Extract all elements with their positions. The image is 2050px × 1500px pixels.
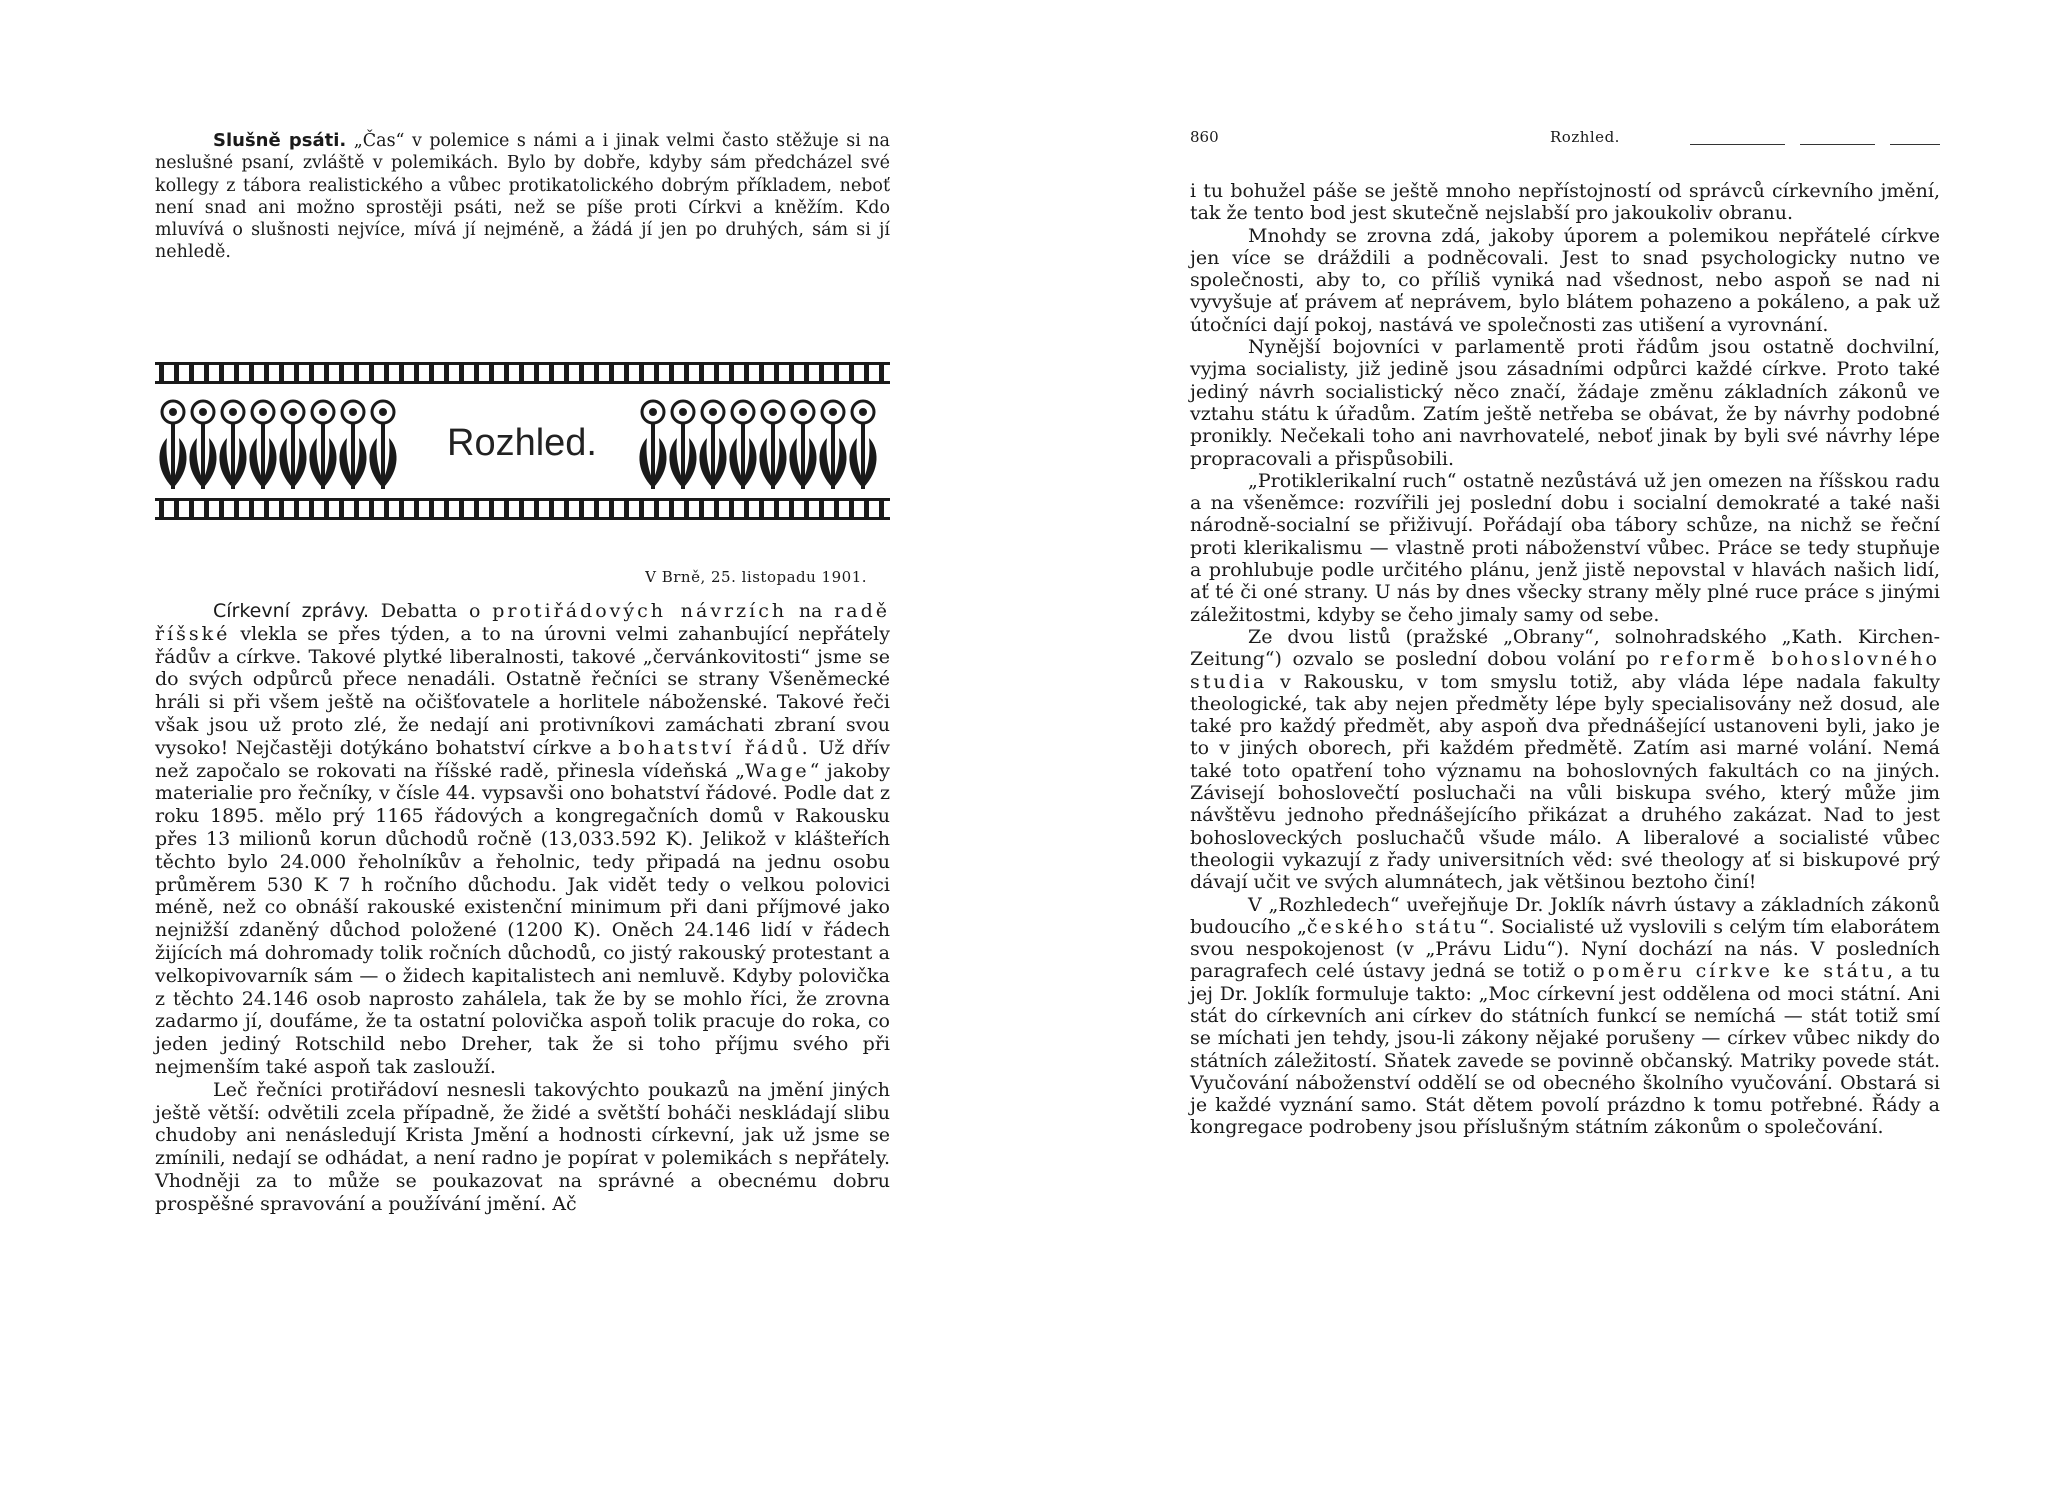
spaced-emphasis: reformě bohoslovného studia (1190, 648, 1940, 693)
running-title: Rozhled. (1550, 128, 1620, 146)
text-run: v Rakousku, v tom smyslu totiž, aby vláda lépe nadala fakulty theologické, tak aby nejen předměty lépe byly specialisovány než dosud, ale také pro každý předmět, aby aspoň dva přednášející ustanoveni byli, jako je to v jiných oborech, při každém předmětě. Zatím asi marné volání. Nemá také toto opatření toho významu na bohoslovných fakultách co na jiných. Závisejí bohoslovečtí posluchači na vůli biskupa svého, který může jim návštěvu jednoho přednášejícího přikázat a druhého zakázat. Nad to jest bohosloveckých posluchačů všude málo. A liberalové a socialisté vůbec theologii vykazují z řady universitních věd: své theology ať si biskupové prý dávají učit ve svých alumnátech, jak většinou beztoho činí! (1190, 670, 1940, 894)
paragraph: Nynější bojovníci v parlamentě proti řádům jsou ostatně dochvilní, vyjma socialisty, již jedině jsou zásadními odpůrci každé církve. Proto také jediný návrh socialistický něco značí, žádaje změnu základních zákonů ve vztahu státu k úřadům. Zatím ještě netřeba se obávat, že by návrhy podobné pronikly. Nečekali toho ani navrhovatelé, neboť jinak by byli své návrhy lépe propracovali a přispůsobili. (1190, 336, 1940, 470)
lead-text: „Čas“ v polemice s námi a i jinak velmi často stěžuje si na neslušné psaní, zvláště v polemikách. Bylo by dobře, kdyby sám předcházel své kollegy z tábora realistického a vůbec protikatolického dobrým příkladem, neboť není snad ani možno sprostěji psáti, než se píše proti Církvi a kněžím. Kdo mluvívá o slušnosti nejvíce, mívá jí nejméně, a žádá jí jen po druhých, sám si jí nehledě. (155, 131, 890, 263)
church-news-section (155, 600, 890, 1216)
text-run: V „Rozhledech“ uveřejňuje Dr. Joklík návrh ústavy a základních zákonů budoucího „ (1190, 893, 1940, 938)
paragraph (1190, 626, 1940, 894)
dateline: V Brně, 25. listopadu 1901. (645, 568, 867, 586)
paragraph: Leč řečníci protiřádoví nesnesli takovýchto poukazů na jmění jiných ještě větší: odvětili zcela případně, že židé a světští boháči neskládají slibu chudoby ani nenásledují Krista Jmění a hodnosti církevní, jak už jsme se zmínili, nedají se odhádat, a není radno je popírat v polemikách s nepřátely. Vhodněji za to může se poukazovat na správné a obecnému dobru prospěšné spravování a používání jmění. Ač (155, 1078, 890, 1215)
lead-section (155, 130, 890, 264)
page-number: 860 (1190, 128, 1219, 146)
text-run: Ze dvou listů (pražské „Obrany“, solnohradského „Kath. Kirchen-Zeitung“) ozvalo se poslední dobou volání po (1190, 625, 1940, 671)
spaced-emphasis: českého státu (1306, 915, 1479, 938)
spaced-emphasis: poměru církve ke státu (1592, 960, 1887, 983)
spaced-emphasis: radě říšské (155, 600, 890, 645)
text-run: “ jakoby materialie pro řečníky, v čísle 44. vypsavši ono bohatství řádové. Podle dat z roku 1895. mělo prý 1165 řádových a kongregačních domů v Rakousku přes 13 milionů korun důchodů ročně (13,033.592 K). Jelikož v klášteřích těchto bylo 24.000 řeholníkův a řeholnic, tedy připadá na jednu osobu průměrem 530 K 7 h ročního důchodu. Jak vidět tedy o velkou polovici méně, než co obnáší rakouské existenční minimum při dani příjmové jako nejnižší zdaněný důchod položené (1200 K). Oněch 24.146 lidí v řádech žijících má dohromady tolik ročních důchodů, co jistý rakouský protestant a velkopivovarník sám — o židech kapitalistech ani nemluvě. Kdyby polovička z těchto 24.146 osob naprosto zahálela, tak že by se mohlo říci, že zrovna zadarmo jí, doufáme, že ta ostatní polovička aspoň tolik pracuje do roka, co jeden jediný Rotschild nebo Dreher, tak že si toho příjmu svého při nejmenším také aspoň tak zaslouží. (155, 759, 890, 1078)
banner-title: Rozhled. (417, 418, 627, 468)
paragraph: „Protiklerikalní ruch“ ostatně nezůstává už jen omezen na říšskou radu a na všeněmce: rozvířili jej poslední dobu i socialní demokraté a také naši národně-socialní se přiživují. Pořádají oba tábory schůze, na nichž se řeční proti klerikalismu — vlastně proti náboženství vůbec. Práce se tedy stupňuje a prohlubuje podle určitého plánu, jenž jistě nepovstal v hlavách našich lidí, ať té či oné strany. U nás by dnes všecky strany měly plné ruce práce s jinými záležitostmi, kdyby se čeho jimaly samy od sebe. (1190, 469, 1940, 626)
text-run: vlekla se přes týden, a to na úrovni velmi zahanbující nepřátely řádův a církve. Takové plytké liberalnosti, takové „červánkovitosti“ jsme se do svých odpůrců přece nenadáli. Ostatně řečníci se strany Všeněmecké hráli si při všem ještě na očišťovatele a horlitele náboženské. Takové řeči však jsou už proto zlé, že nedají ani protivníkovi zamáchati zbraní svou vysoko! Nejčastěji dotýkáno bohatství církve a (155, 622, 890, 759)
text-run: Debatta o (369, 600, 493, 622)
rozhled-banner (155, 360, 890, 530)
paragraph: Mnohdy se zrovna zdá, jakoby úporem a polemikou nepřátelé církve jen více se dráždili a podněcovali. Jest to snad psychologicky nutno ve společnosti, aby to, co příliš vyniká nad všednost, nebo aspoň se nad ni vyvyšuje ať právem ať neprávem, bylo blátem pohazeno a pokáleno, a pak už útočníci dají pokoj, nastává ve společnosti zas utišení a vyrovnání. (1190, 224, 1940, 336)
running-header (1190, 128, 1940, 150)
right-text-column (1190, 180, 1940, 1139)
header-rule (1690, 144, 1785, 145)
spaced-emphasis: bohatství řádů. (618, 736, 811, 759)
paragraph (1190, 894, 1940, 1139)
text-run: , a tu jej Dr. Joklík formuluje takto: „Moc církevní jest oddělena od moci státní. Ani stát do církevních ani církev do státních funkcí se nemíchá — stát totiž smí se míchati jen tehdy, jsou-li zákony nějaké porušeny — církev vůbec nikdy do státních záležitostí. Sňatek zavede se povinně občanský. Matriky povede stát. Vyučování náboženství oddělí se od obecného školního vyučování. Obstará si je každé vyznání samo. Stát dětem povolí prázdno k tomu potřebné. Řády a kongregace podrobeny jsou příslušným státním zákonům o společování. (1190, 960, 1941, 1139)
text-run: na (787, 600, 835, 622)
spaced-emphasis: Wage (745, 759, 810, 782)
right-page (1025, 0, 2050, 1500)
text-run: Už dřív než započalo se rokovati na říšské radě, přinesla vídeňská „ (155, 736, 890, 782)
header-rule (1890, 144, 1940, 145)
lead-paragraph (155, 130, 890, 264)
text-run: “. Socialisté už vyslovili s celým tím elaborátem svou nespokojenost (v „Právu Lidu“). Nyní dochází na nás. V posledních paragrafech celé ústavy jedná se totiž o (1190, 915, 1941, 983)
header-rule (1800, 144, 1875, 145)
church-news-paragraph (155, 600, 890, 1079)
paragraph: i tu bohužel páše se ještě mnoho nepřístojností od správců církevního jmění, tak že tento bod jest skutečně nejslabší pro jakoukoliv obranu. (1190, 180, 1940, 225)
section-heading: Církevní zprávy. (213, 600, 369, 622)
lead-heading: Slušně psáti. (213, 130, 347, 151)
spaced-emphasis: protiřádových návrzích (492, 600, 788, 622)
